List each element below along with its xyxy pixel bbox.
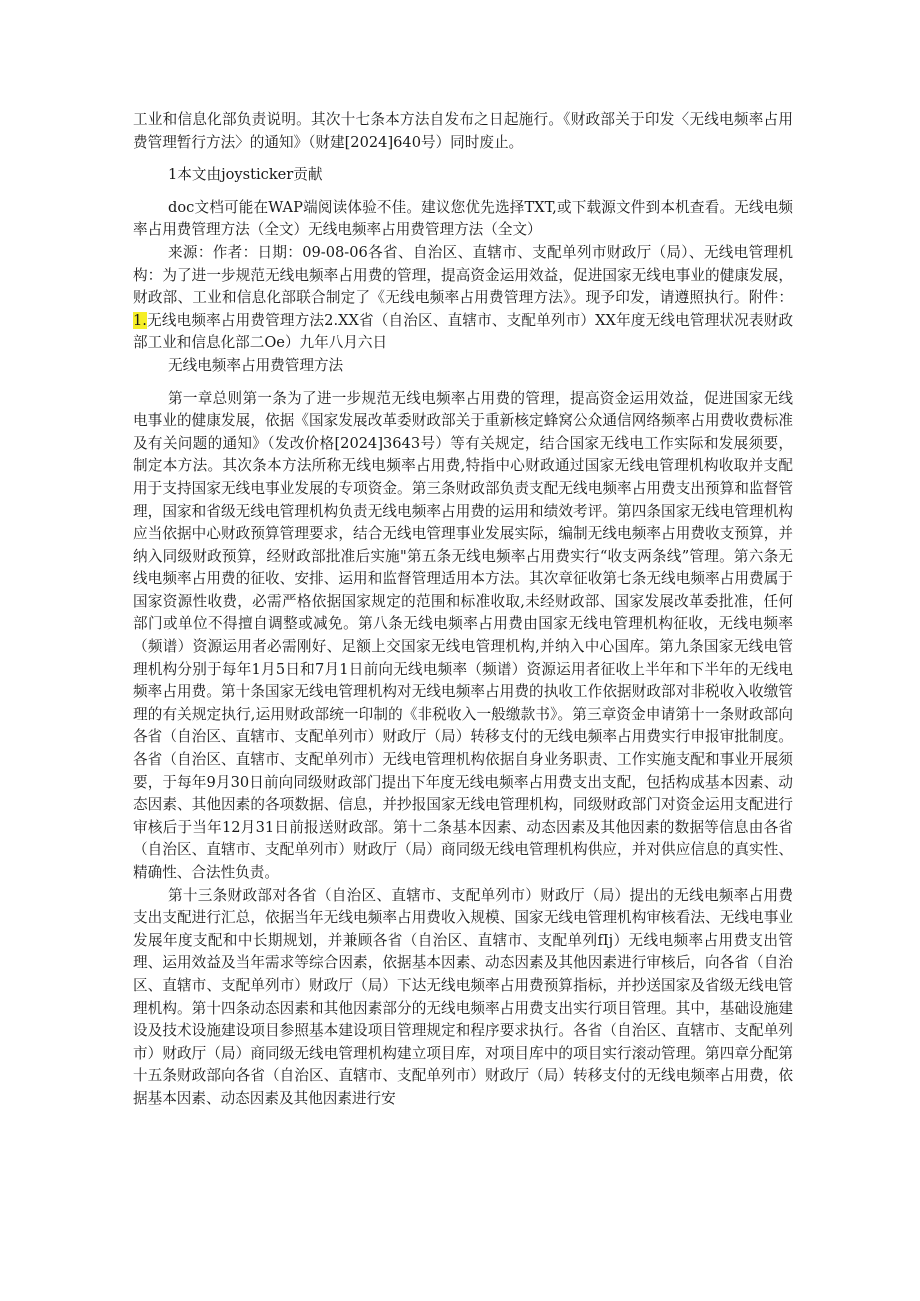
notice-text-end: 无线电频率占用费管理方法2.XX省（自治区、直辖市、支配单列市）XX年度无线电管理状况表财政部工业和信息化部二Oe）九年八月六日 [133, 311, 793, 352]
paragraph-chapters-one-to-three: 第一章总则第一条为了进一步规范无线电频率占用费的管理，提高资金运用效益，促进国家无线电事业的健康发展，依据《国家发展改革委财政部关于重新核定蜂窝公众通信网络频率占用费收费标准及有关问题的通知》（发改价格[2024]3643号）等有关规定，结合国家无线电工作实际和发展须要，制定本方法。其次条本方法所称无线电频率占用费,特指中心财政通过国家无线电管理机构收取并支配用于支持国家无线电事业发展的专项资金。第三条财政部负责支配无线电频率占用费支出预算和监督管理，国家和省级无线电管理机构负责无线电频率占用费的运用和绩效考评。第四条国家无线电管理机构应当依据中心财政预算管理要求，结合无线电管理事业发展实际，编制无线电频率占用费收支预算，并纳入同级财政预算，经财政部批准后实施"第五条无线电频率占用费实行“收支两条线”管理。第六条无线电频率占用费的征收、安排、运用和监督管理适用本方法。其次章征收第七条无线电频率占用费属于国家资源性收费，必需严格依据国家规定的范围和标准收取,未经财政部、国家发展改革委批准，任何部门或单位不得擅自调整或减免。第八条无线电频率占用费由国家无线电管理机构征收，无线电频率（频谱）资源运用者必需刚好、足额上交国家无线电管理机构,并纳入中心国库。第九条国家无线电管理机构分别于每年1月5日和7月1日前向无线电频率（频谱）资源运用者征收上半年和下半年的无线电频率占用费。第十条国家无线电管理机构对无线电频率占用费的执收工作依据财政部对非税收入收缴管理的有关规定执行,运用财政部统一印制的《非税收入一般缴款书》。第三章资金申请第十一条财政部向各省（自治区、直辖市、支配单列市）财政厅（局）转移支付的无线电频率占用费实行申报审批制度。各省（自治区、直辖市、支配单列市）无线电管理机构依据自身业务职责、工作实施支配和事业开展须要，于每年9月30日前向同级财政部门提出下年度无线电频率占用费支出支配，包括构成基本因素、动态因素、其他因素的各项数据、信息，并抄报国家无线电管理机构，同级财政部门对资金运用支配进行审核后于当年12月31日前报送财政部。第十二条基本因素、动态因素及其他因素的数据等信息由各省（自治区、直辖市、支配单列市）财政厅（局）商同级无线电管理机构供应，并对供应信息的真实性、精确性、合法性负责。 [133, 389, 793, 881]
paragraph-articles-thirteen-onward: 第十三条财政部对各省（自治区、直辖市、支配单列市）财政厅（局）提出的无线电频率占用费支出支配进行汇总，依据当年无线电频率占用费收入规模、国家无线电管理机构审核看法、无线电事业发展年度支配和中长期规划，并兼顾各省（自治区、直辖市、支配单列fIj）无线电频率占用费支出管理、运用效益及当年需求等综合因素，依据基本因素、动态因素及其他因素进行审核后，向各省（自治区、直辖市、支配单列市）财政厅（局）下达无线电频率占用费预算指标，并抄送国家及省级无线电管理机构。第十四条动态因素和其他因素部分的无线电频率占用费支出实行项目管理。其中，基础设施建设及技术设施建设项目参照基本建设项目管理规定和程序要求执行。各省（自治区、直辖市、支配单列市）财政厅（局）商同级无线电管理机构建立项目库，对项目库中的项目实行滚动管理。第四章分配第十五条财政部向各省（自治区、直辖市、支配单列市）财政厅（局）转移支付的无线电频率占用费，依据基本因素、动态因素及其他因素进行安 [133, 886, 793, 1107]
paragraph-reading-notice: doc文档可能在WAP端阅读体验不佳。建议您优先选择TXT,或下载源文件到本机查看。无线电频率占用费管理方法（全文）无线电频率占用费管理方法（全文） [133, 198, 793, 239]
paragraph-closing-clause: 工业和信息化部负责说明。其次十七条本方法自发布之日起施行。《财政部关于印发〈无线电频率占用费管理暂行方法〉的通知》（财建[2024]640号）同时废止。 [133, 111, 793, 151]
highlighted-attachment-number: 1. [133, 311, 147, 329]
paragraph-notice-source [133, 242, 793, 355]
paragraph-contributor: 1本文由joysticker贡献 [168, 166, 323, 184]
document-body [133, 109, 793, 1111]
notice-text-start: 来源：作者：日期：09-08-06各省、自治区、直辖市、支配单列市财政厅（局）、无线电管理机构：为了进一步规范无线电频率占用费的管理，提高资金运用效益，促进国家无线电事业的健康发展，财政部、工业和信息化部联合制定了《无线电频率占用费管理方法》。现予印发，请遵照执行。附件： [133, 243, 793, 307]
paragraph-method-title: 无线电频率占用费管理方法 [168, 356, 344, 374]
